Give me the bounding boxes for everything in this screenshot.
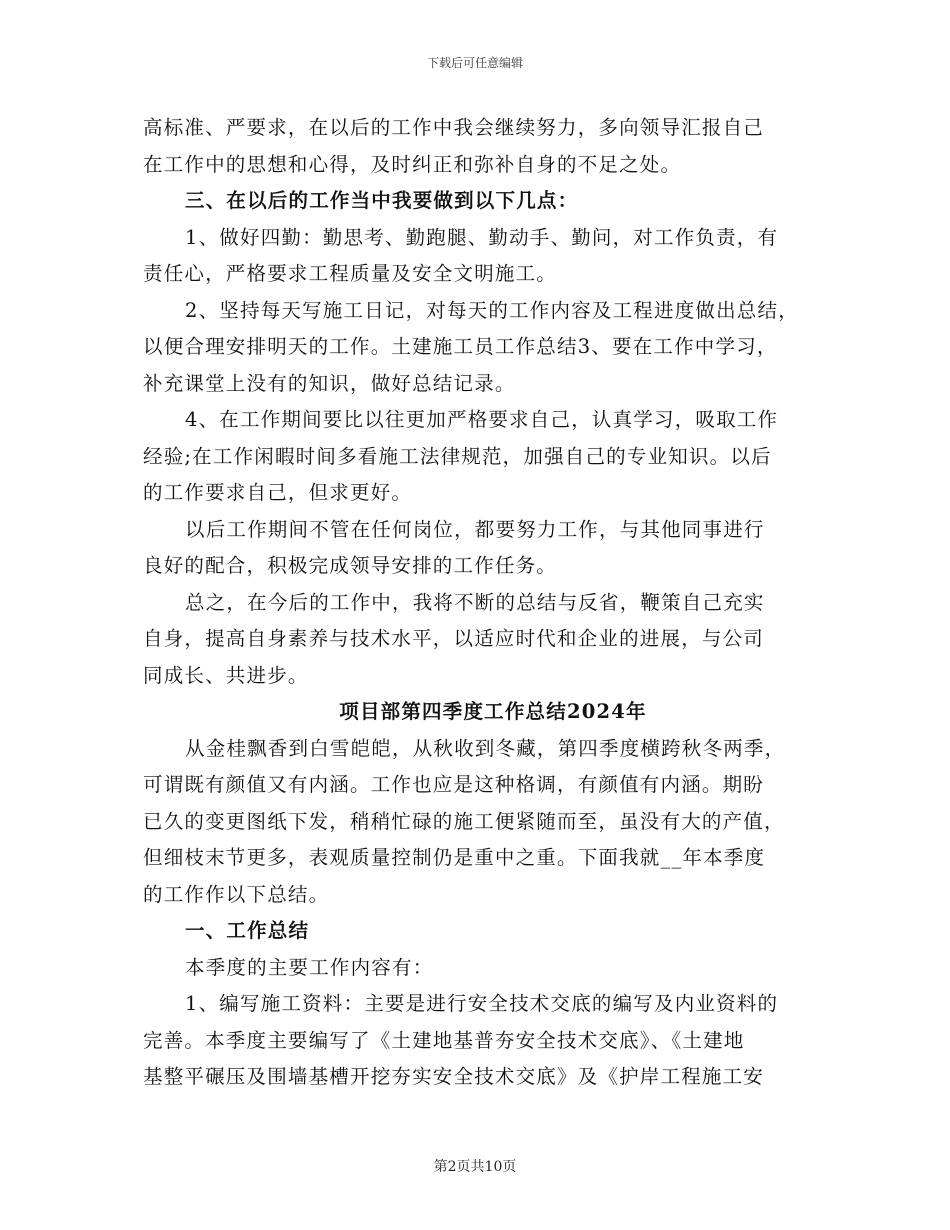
- paragraph-line: 可谓既有颜值又有内涵。工作也应是这种格调，有颜值有内涵。期盼: [143, 773, 765, 796]
- paragraph-line: 以便合理安排明天的工作。土建施工员工作总结3、要在工作中学习，: [143, 335, 778, 358]
- header-note: 下载后可任意编辑: [426, 56, 523, 70]
- paragraph-line: 本季度的主要工作内容有：: [185, 955, 434, 979]
- document-title: 项目部第四季度工作总结2024年: [339, 700, 647, 723]
- paragraph-line: 高标准、严要求，在以后的工作中我会继续努力，多向领导汇报自己: [143, 116, 765, 139]
- paragraph-line: 已久的变更图纸下发，稍稍忙碌的施工便紧随而至，虽没有大的产值，: [143, 809, 785, 833]
- paragraph-line: 总之，在今后的工作中，我将不断的总结与反省，鞭策自己充实: [185, 590, 765, 614]
- page-number: 第2页共10页: [433, 1159, 517, 1175]
- paragraph-line: 但细枝末节更多，表观质量控制仍是重中之重。下面我就__年本季度: [143, 846, 766, 869]
- section-heading: 一、工作总结: [185, 919, 310, 942]
- paragraph-line: 的工作作以下总结。: [143, 882, 330, 906]
- document-body: [143, 110, 823, 1096]
- paragraph-line: 4、在工作期间要比以往更加严格要求自己，认真学习，吸取工作: [185, 408, 779, 431]
- paragraph-line: 自身，提高自身素养与技术水平，以适应时代和企业的进展，与公司: [143, 627, 765, 650]
- paragraph-line: 的工作要求自己，但求更好。: [143, 481, 413, 504]
- section-heading: 三、在以后的工作当中我要做到以下几点：: [185, 189, 579, 212]
- paragraph-line: 补充课堂上没有的知识，做好总结记录。: [143, 371, 516, 395]
- paragraph-line: 基整平碾压及围墙基槽开挖夯实安全技术交底》及《护岸工程施工安: [143, 1065, 765, 1088]
- paragraph-line: 以后工作期间不管在任何岗位，都要努力工作，与其他同事进行: [185, 517, 765, 541]
- paragraph-line: 良好的配合，积极完成领导安排的工作任务。: [143, 554, 558, 577]
- paragraph-line: 1、做好四勤：勤思考、勤跑腿、勤动手、勤问，对工作负责，有: [185, 225, 779, 249]
- paragraph-line: 同成长、共进步。: [143, 663, 309, 687]
- paragraph-line: 从金桂飘香到白雪皑皑，从秋收到冬藏，第四季度横跨秋冬两季，: [185, 736, 786, 760]
- paragraph-line: 经验;在工作闲暇时间多看施工法律规范，加强自己的专业知识。以后: [143, 444, 772, 468]
- paragraph-line: 1、编写施工资料：主要是进行安全技术交底的编写及内业资料的: [185, 992, 779, 1015]
- paragraph-line: 完善。本季度主要编写了《土建地基普夯安全技术交底》、《土建地: [143, 1028, 745, 1052]
- paragraph-line: 2、坚持每天写施工日记，对每天的工作内容及工程进度做出总结，: [185, 298, 799, 322]
- paragraph-line: 责任心，严格要求工程质量及安全文明施工。: [143, 262, 558, 285]
- paragraph-line: 在工作中的思想和心得，及时纠正和弥补自身的不足之处。: [143, 152, 682, 176]
